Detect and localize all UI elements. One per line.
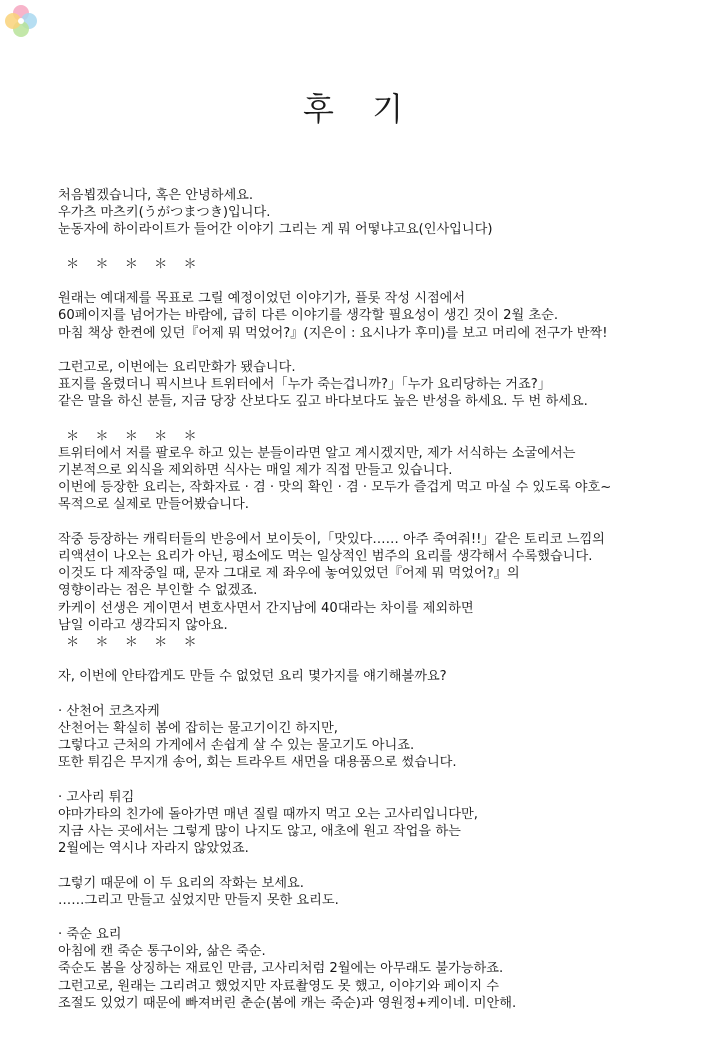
text-line: 목적으로 실제로 만들어봤습니다. xyxy=(58,497,249,513)
paragraph-origin xyxy=(58,290,708,342)
text-line: 그렇다고 근처의 가게에서 손쉽게 살 수 있는 물고기도 아니죠. xyxy=(58,738,415,753)
afterword-body xyxy=(58,187,708,1012)
dish-heading: · 죽순 요리 xyxy=(58,927,122,943)
dish-bamboo-shoot xyxy=(58,926,708,1012)
section-divider xyxy=(58,256,708,273)
text-line: 원래는 예대제를 목표로 그릴 예정이었던 이야기가, 플롯 작성 시점에서 xyxy=(58,291,466,307)
text-line: 2월에는 역시나 자라지 않았었죠. xyxy=(58,841,249,857)
dish-warabi xyxy=(58,789,708,858)
text-line: 남일 이라고 생각되지 않아요. xyxy=(58,617,228,633)
text-line: 산천어는 확실히 봄에 잡히는 물고기이긴 하지만, xyxy=(58,720,338,736)
text-line: 표지를 올렸더니 픽시브나 트위터에서「누가 죽는겁니까?」「누가 요리당하는 거죠?」 xyxy=(58,377,551,393)
text-line: 죽순도 봄을 상징하는 재료인 만큼, 고사리처럼 2월에는 아무래도 불가능하죠. xyxy=(58,961,504,977)
text-line: 또한 튀김은 무지개 송어, 회는 트라우트 새먼을 대용품으로 썼습니다. xyxy=(58,755,457,771)
page-title: 후 기 xyxy=(303,90,417,128)
text-line: 작중 등장하는 캐릭터들의 반응에서 보이듯이,「맛있다…… 아주 죽여줘!!」같은 토리코 느낌의 xyxy=(58,531,605,547)
paragraph-note xyxy=(58,875,708,909)
text-line: 영향이라는 점은 부인할 수 없겠죠. xyxy=(58,583,258,599)
stars-divider: ＊ ＊ ＊ ＊ ＊ xyxy=(66,256,203,272)
dish-heading: · 고사리 튀김 xyxy=(58,789,135,805)
text-line: 그런고로, 원래는 그리려고 했었지만 자료촬영도 못 했고, 이야기와 페이지 수 xyxy=(58,978,500,994)
text-line: 아침에 캔 죽순 통구이와, 삶은 죽순. xyxy=(58,944,266,960)
text-line: 조절도 있었기 때문에 빠져버린 춘순(봄에 캐는 죽순)과 영원정+케이네. 미안해. xyxy=(58,995,517,1011)
paragraph-intro-dishes xyxy=(58,668,708,685)
text-line: 이것도 다 제작중일 때, 문자 그대로 제 좌우에 놓여있었던『어제 뭐 먹었어?』의 xyxy=(58,566,520,582)
stars-divider: ＊ ＊ ＊ ＊ ＊ xyxy=(66,428,203,444)
dish-heading: · 산천어 코츠자케 xyxy=(58,703,160,719)
text-line: 눈동자에 하이라이트가 들어간 이야기 그리는 게 뭐 어떻냐고요(인사입니다) xyxy=(58,222,493,238)
paragraph-greeting xyxy=(58,187,708,239)
text-line: 리액션이 나오는 요리가 아닌, 평소에도 먹는 일상적인 범주의 요리를 생각해서 수록했습니다. xyxy=(58,548,593,564)
text-line: ……그리고 만들고 싶었지만 만들지 못한 요리도. xyxy=(58,892,339,908)
text-line: 카케이 선생은 게이면서 변호사면서 간지남에 40대라는 차이를 제외하면 xyxy=(58,600,474,616)
text-line: 야마가타의 친가에 돌아가면 매년 질릴 때까지 먹고 오는 고사리입니다만, xyxy=(58,806,478,822)
text-line: 60페이지를 넘어가는 바람에, 급히 다른 이야기를 생각할 필요성이 생긴 것이 2월 초순. xyxy=(58,308,559,324)
text-line: 이번에 등장한 요리는, 작화자료 · 겸 · 맛의 확인 · 겸 · 모두가 즐겁게 먹고 마실 수 있도록 야호~ xyxy=(58,480,612,496)
dish-yamame xyxy=(58,703,708,772)
text-line: 지금 사는 곳에서는 그렇게 많이 나지도 않고, 애초에 원고 작업을 하는 xyxy=(58,823,461,839)
text-line: 기본적으로 외식을 제외하면 식사는 매일 제가 직접 만들고 있습니다. xyxy=(58,463,453,478)
stars-divider: ＊ ＊ ＊ ＊ ＊ xyxy=(66,634,203,650)
text-line: 처음뵙겠습니다, 혹은 안녕하세요. xyxy=(58,188,254,203)
text-line: 그렇기 때문에 이 두 요리의 작화는 보세요. xyxy=(58,875,304,891)
paragraph-cooking-manga xyxy=(58,359,708,411)
text-line: 마침 책상 한켠에 있던『어제 뭐 먹었어?』(지은이 : 요시나가 후미)를 보고 머리에 전구가 반짝! xyxy=(58,325,608,341)
text-line: 트위터에서 저를 팔로우 하고 있는 분들이라면 알고 계시겠지만, 제가 서식하는 소굴에서는 xyxy=(58,445,576,461)
paragraph-reactions xyxy=(58,531,708,651)
text-line: 그런고로, 이번에는 요리만화가 됐습니다. xyxy=(58,359,296,375)
text-line: 자, 이번에 안타깝게도 만들 수 없었던 요리 몇가지를 얘기해볼까요? xyxy=(58,669,447,685)
text-line: 우가츠 마츠키(うがつまつき)입니다. xyxy=(58,205,271,221)
text-line: 같은 말을 하신 분들, 지금 당장 산보다도 깊고 바다보다도 높은 반성을 하세요. 두 번 하세요. xyxy=(58,394,588,410)
paragraph-twitter xyxy=(58,428,708,514)
clover-logo-icon xyxy=(2,2,40,40)
